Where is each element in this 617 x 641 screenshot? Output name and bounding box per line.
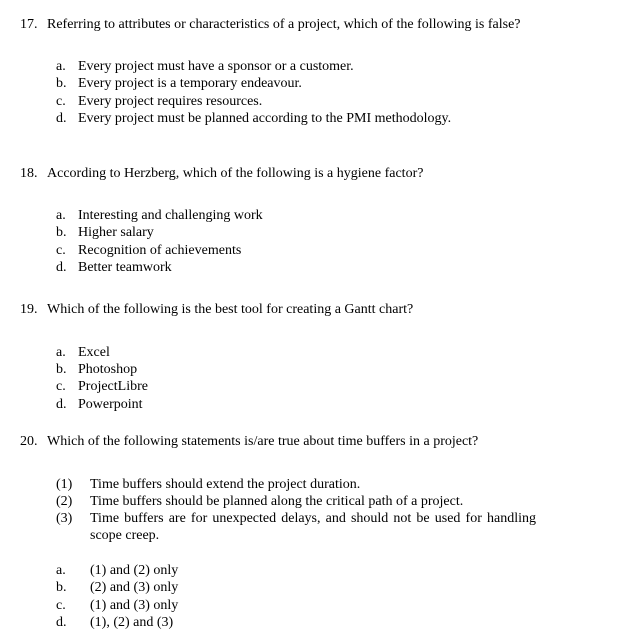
option-text: (2) and (3) only — [90, 580, 179, 595]
option-text: Better teamwork — [78, 260, 172, 275]
question-text: Referring to attributes or characteristics of a project, which of the following is false? — [47, 17, 521, 32]
option-letter: a. — [56, 208, 66, 223]
q17-option-c[interactable] — [56, 93, 262, 110]
q18-option-b[interactable] — [56, 224, 154, 241]
q20-option-d[interactable] — [56, 614, 173, 631]
option-text: (1) and (3) only — [90, 598, 179, 613]
question-number: 20. — [20, 434, 38, 449]
q20-statement-2 — [56, 493, 536, 510]
option-letter: c. — [56, 243, 66, 258]
question-18-prompt — [20, 165, 605, 182]
q18-option-c[interactable] — [56, 242, 241, 259]
option-text: Powerpoint — [78, 397, 143, 412]
option-text: (1) and (2) only — [90, 563, 179, 578]
question-20-prompt — [20, 433, 605, 450]
option-letter: a. — [56, 345, 66, 360]
q20-statement-3 — [56, 510, 536, 544]
option-letter: b. — [56, 76, 67, 91]
option-letter: c. — [56, 379, 66, 394]
q19-option-a[interactable] — [56, 344, 110, 361]
question-text: Which of the following is the best tool for creating a Gantt chart? — [47, 302, 414, 317]
q20-option-b[interactable] — [56, 579, 178, 596]
option-letter: d. — [56, 397, 67, 412]
q20-option-a[interactable] — [56, 562, 178, 579]
q20-statement-1 — [56, 476, 536, 493]
statement-number: (3) — [56, 511, 73, 526]
question-18 — [20, 165, 605, 182]
option-letter: b. — [56, 580, 67, 595]
question-number: 18. — [20, 166, 38, 181]
option-text: (1), (2) and (3) — [90, 615, 174, 630]
q17-option-d[interactable] — [56, 110, 451, 127]
option-text: Every project must be planned according to the PMI methodology. — [78, 111, 452, 126]
option-letter: c. — [56, 94, 66, 109]
question-17 — [20, 16, 605, 33]
q19-option-b[interactable] — [56, 361, 137, 378]
question-text: According to Herzberg, which of the following is a hygiene factor? — [47, 166, 424, 181]
statement-number: (2) — [56, 494, 73, 509]
option-text: Photoshop — [78, 362, 138, 377]
question-number: 17. — [20, 17, 38, 32]
q18-option-a[interactable] — [56, 207, 263, 224]
option-text: ProjectLibre — [78, 379, 148, 394]
option-letter: a. — [56, 59, 66, 74]
question-text: Which of the following statements is/are true about time buffers in a project? — [47, 434, 479, 449]
option-text: Every project is a temporary endeavour. — [78, 76, 302, 91]
option-text: Higher salary — [78, 225, 154, 240]
statement-text: Time buffers should be planned along the critical path of a project. — [90, 494, 464, 509]
statement-number: (1) — [56, 477, 73, 492]
q19-option-c[interactable] — [56, 378, 148, 395]
q17-option-a[interactable] — [56, 58, 354, 75]
option-letter: d. — [56, 111, 67, 126]
option-text: Excel — [78, 345, 110, 360]
option-text: Every project requires resources. — [78, 94, 263, 109]
question-19-prompt — [20, 301, 605, 318]
statement-text: Time buffers are for unexpected delays, and should not be used for handling scope creep. — [90, 511, 536, 543]
option-letter: d. — [56, 615, 67, 630]
option-text: Recognition of achievements — [78, 243, 242, 258]
question-number: 19. — [20, 302, 38, 317]
option-text: Interesting and challenging work — [78, 208, 263, 223]
question-20 — [20, 433, 605, 450]
option-letter: b. — [56, 362, 67, 377]
q19-option-d[interactable] — [56, 396, 143, 413]
option-text: Every project must have a sponsor or a customer. — [78, 59, 354, 74]
statement-text: Time buffers should extend the project duration. — [90, 477, 361, 492]
q18-option-d[interactable] — [56, 259, 172, 276]
question-19 — [20, 301, 605, 318]
option-letter: c. — [56, 598, 66, 613]
question-17-prompt — [20, 16, 605, 33]
q20-option-c[interactable] — [56, 597, 178, 614]
option-letter: d. — [56, 260, 67, 275]
q17-option-b[interactable] — [56, 75, 302, 92]
option-letter: b. — [56, 225, 67, 240]
option-letter: a. — [56, 563, 66, 578]
